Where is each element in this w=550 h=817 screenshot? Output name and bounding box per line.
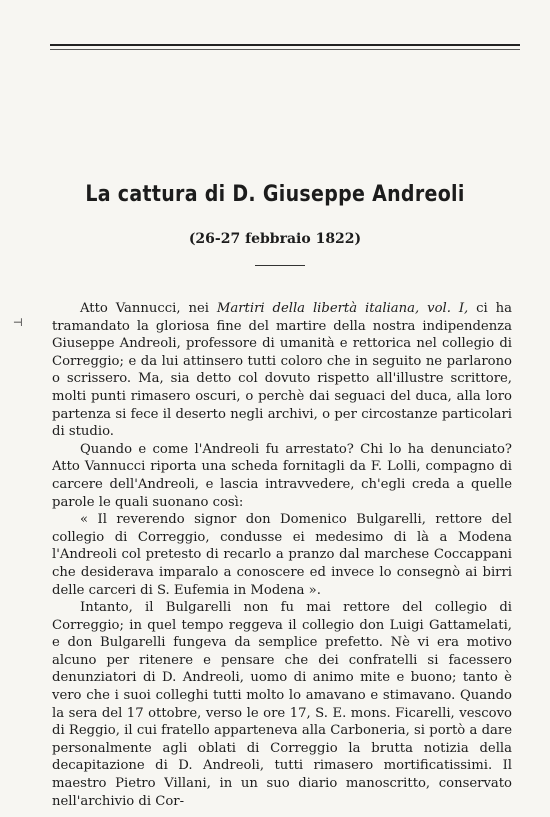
paragraph-4: Intanto, il Bulgarelli non fu mai rettore del collegio di Correggio; in quel tempo reggeva il collegio don Luigi Gattamelati, e don Bulgarelli fungeva da semplice prefetto. Nè vi era motivo alcuno per ritenere e pensare che dei confratelli si facessero denunziatori di D. Andreoli, uomo di animo mite e buono; tanto è vero che i suoi colleghi tutti molto lo amavano e stimavano. Quando la sera del 17 ottobre, verso le ore 17, S. E. mons. Ficarelli, vescovo di Reggio, il cui fratello apparteneva alla Carboneria, si portò a dare personalmente agli oblati di Correggio la brutta notizia della decapitazione di D. Andreoli, tutti rimasero mortificatissimi. Il maestro Pietro Villani, in un suo diario manoscritto, conservato nell'archivio di Cor- [52, 600, 512, 809]
paragraph-3-quote: « Il reverendo signor don Domenico Bulgarelli, rettore del collegio di Correggio, condusse ei medesimo di là a Modena l'Andreoli col pretesto di recarlo a pranzo dal marchese Coccappani che desiderava imparalo a conoscere ed invece lo consegnò ai birri delle carceri di S. Eufemia in Modena ». [52, 512, 512, 598]
book-title: Martiri della libertà italiana, vol. I, [216, 301, 469, 316]
paragraph-2: Quando e come l'Andreoli fu arrestato? Chi lo ha denunciato? Atto Vannucci riporta una scheda fornitagli da F. Lolli, compagno di carcere dell'Andreoli, e lascia intravvedere, ch'egli creda a quelle parole le quali suonano così: [52, 441, 512, 510]
chapter-date: (26-27 febbraio 1822) [188, 231, 362, 247]
chapter-title: La cattura di D. Giuseppe Andreoli [85, 181, 465, 207]
paragraph-1: Atto Vannucci, nei Martiri della libertà italiana, vol. I, ci ha tramandato la gloriosa fine del martire della nostra indipendenza Giuseppe Andreoli, professore di umanità e rettorica nel collegio di Correggio; e da lui attinsero tutti coloro che in seguito ne parlarono o scrissero. Ma, sia detto col dovuto rispetto all'illustre scrittore, molti punti rimasero oscuri, o perchè dai seguaci del duca, alla loro partenza si fece il deserto negli archivi, o per circostanze particolari di studio. [52, 301, 512, 440]
top-rule-thin [50, 49, 520, 50]
top-rule [50, 44, 520, 46]
body-text [52, 300, 512, 810]
title-divider [255, 265, 305, 266]
margin-mark-icon: ⊣ [13, 316, 23, 329]
